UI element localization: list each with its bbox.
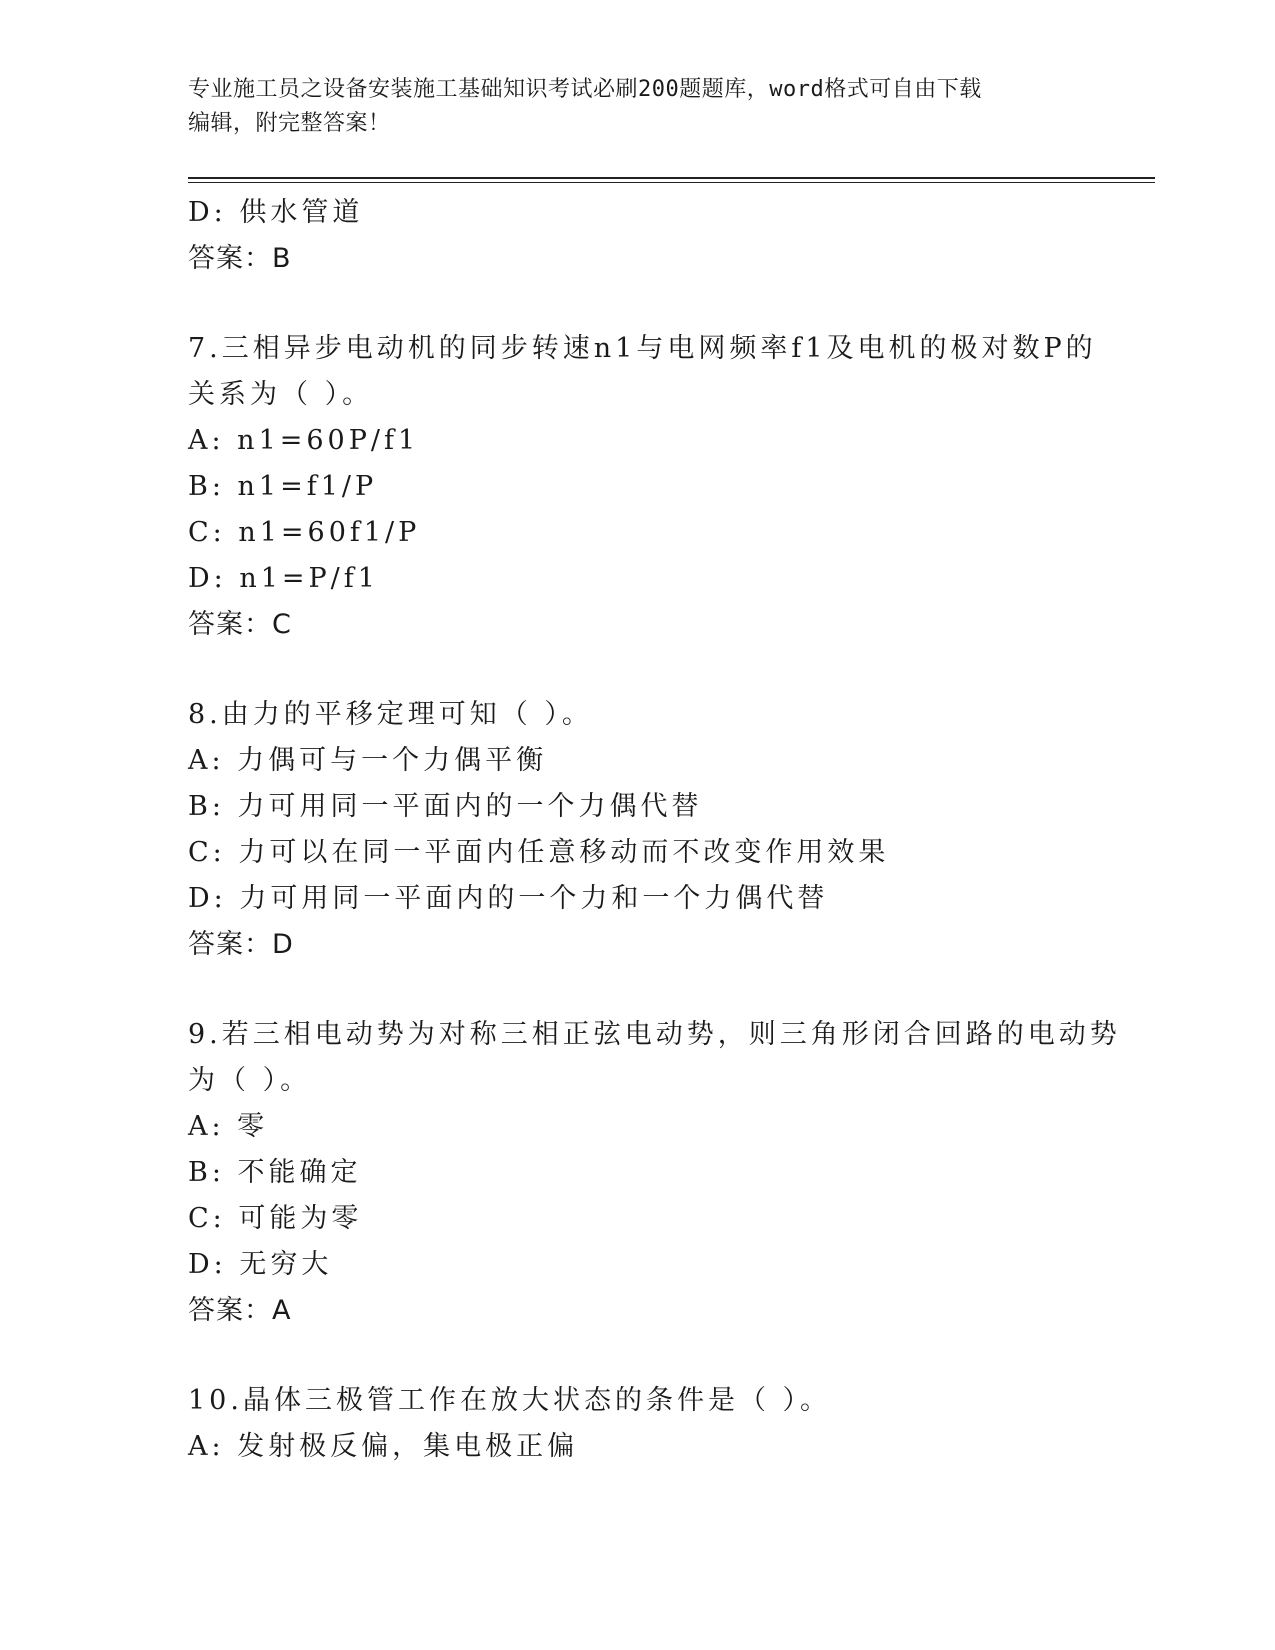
- option-b: B: 不能确定: [188, 1157, 362, 1188]
- option-a: A: n1=60P/f1: [188, 425, 420, 456]
- document-header: [188, 73, 1088, 141]
- option-c: C: 可能为零: [188, 1203, 363, 1234]
- answer-label: 答案：D: [188, 929, 294, 960]
- header-divider-thick: [188, 177, 1155, 179]
- header-title-line-2: 编辑，附完整答案！: [188, 111, 391, 136]
- question-list: [188, 190, 1121, 1470]
- option-a: A: 力偶可与一个力偶平衡: [188, 745, 548, 776]
- question-text-line-2: 为（ ）。: [188, 1065, 312, 1096]
- option-b: B: 力可用同一平面内的一个力偶代替: [188, 791, 703, 822]
- question-text-line-1: 8.由力的平移定理可知（ ）。: [188, 699, 593, 730]
- option-c: C: 力可以在同一平面内任意移动而不改变作用效果: [188, 837, 890, 868]
- option-a: A: 发射极反偏，集电极正偏: [188, 1431, 579, 1462]
- question-text-line-2: 关系为（ ）。: [188, 379, 374, 410]
- question-block-6: [188, 190, 1088, 282]
- header-title-line-1: 专业施工员之设备安装施工基础知识考试必刷200题题库，word格式可自由下载: [188, 77, 982, 102]
- question-text-line-1: 7.三相异步电动机的同步转速n1与电网频率f1及电机的极对数P的: [188, 333, 1097, 364]
- question-text-line-1: 10.晶体三极管工作在放大状态的条件是（ ）。: [188, 1385, 832, 1416]
- option-d: D: n1=P/f1: [188, 563, 379, 594]
- option-d: D: 力可用同一平面内的一个力和一个力偶代替: [188, 883, 829, 914]
- option-d: D: 无穷大: [188, 1249, 333, 1280]
- question-block-7: [188, 326, 1097, 648]
- question-block-9: [188, 1012, 1121, 1334]
- question-block-10: [188, 1378, 1088, 1470]
- question-text-line-1: 9.若三相电动势为对称三相正弦电动势，则三角形闭合回路的电动势: [188, 1019, 1121, 1050]
- answer-label: 答案：C: [188, 609, 292, 640]
- question-block-8: [188, 692, 1088, 968]
- answer-label: 答案：A: [188, 1295, 292, 1326]
- option-d: D: 供水管道: [188, 197, 364, 228]
- option-c: C: n1=60f1/P: [188, 517, 421, 548]
- option-b: B: n1=f1/P: [188, 471, 378, 502]
- header-divider-thin: [188, 182, 1155, 183]
- option-a: A: 零: [188, 1111, 269, 1142]
- answer-label: 答案：B: [188, 243, 292, 274]
